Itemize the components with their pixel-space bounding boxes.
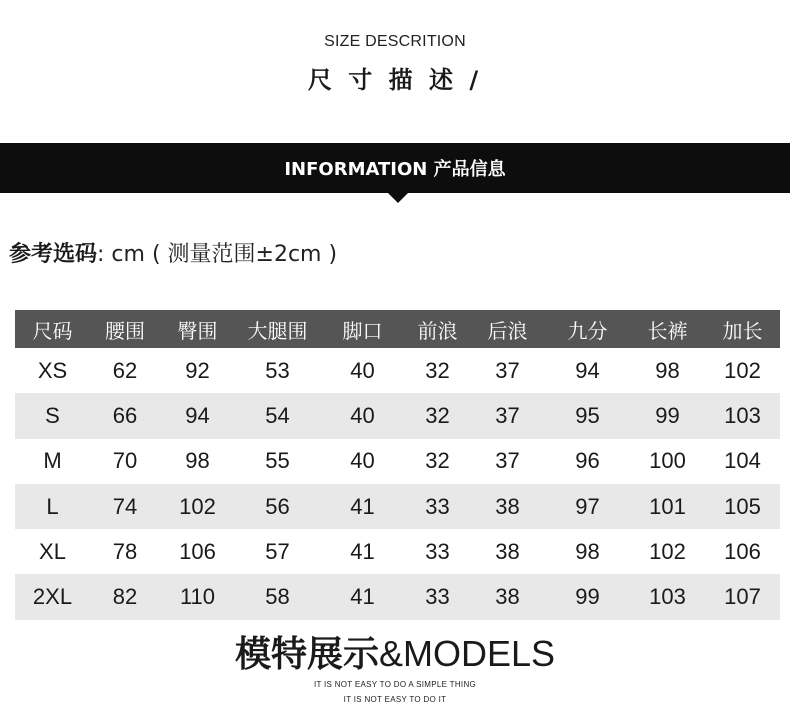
table-cell: 54 [235,393,320,438]
table-cell: XL [39,538,66,564]
header-size: 尺码 [15,310,90,348]
table-cell: 102 [649,538,686,564]
table-row [15,484,780,529]
table-cell: XS [37,357,68,383]
table-cell: 95 [545,393,630,438]
table-cell: 94 [160,393,235,438]
table-cell: 99 [545,574,630,619]
table-cell: 2XL [15,574,90,619]
table-cell: 106 [179,538,216,564]
size-table-header-row [15,310,780,348]
size-description-title-en: SIZE DESCRITION [324,33,466,50]
table-cell: 110 [160,574,235,619]
table-cell: 40 [320,393,405,438]
table-cell: 107 [705,574,780,619]
information-banner [0,143,790,193]
table-cell: 82 [90,574,160,619]
header-back-rise: 后浪 [470,310,545,348]
table-cell: 55 [265,448,290,474]
table-cell: 56 [235,484,320,529]
table-cell: 66 [90,393,160,438]
table-cell: 38 [495,538,520,564]
table-cell: 101 [630,484,705,529]
table-row [15,393,780,438]
table-row [15,348,780,393]
header-hip: 臀围 [160,310,235,348]
table-row [15,529,780,574]
models-section-title [0,626,790,677]
table-cell: 100 [649,448,686,474]
table-cell: 103 [705,393,780,438]
table-cell: 33 [425,538,450,564]
table-cell: 62 [112,357,138,383]
table-cell: 40 [350,448,375,474]
table-cell: 97 [545,484,630,529]
header-hem: 脚口 [320,310,405,348]
table-cell: 98 [185,448,210,474]
table-cell: 32 [405,393,470,438]
reference-label: 参考选码 [9,242,98,267]
table-cell: 104 [724,448,761,474]
table-cell: 33 [405,484,470,529]
table-cell: 58 [235,574,320,619]
header-extra-long: 加长 [705,310,780,348]
table-row [15,439,780,484]
header-thigh: 大腿围 [235,310,320,348]
table-cell: 106 [724,538,761,564]
table-cell: 96 [575,448,600,474]
table-cell: 33 [405,574,470,619]
reference-separator: : [97,242,105,267]
table-cell: 98 [655,357,680,383]
table-cell: 37 [495,357,520,383]
table-cell: 102 [724,357,761,383]
table-cell: 32 [425,448,450,474]
table-cell: 94 [575,357,600,383]
models-title-en: &MODELS [378,633,556,674]
table-cell: 38 [470,484,545,529]
reference-value: cm ( 测量范围±2cm ) [104,242,338,267]
table-cell: M [43,448,62,474]
table-cell: 105 [705,484,780,529]
table-cell: 41 [320,484,405,529]
header-front-rise: 前浪 [405,310,470,348]
header-long-pants: 长裤 [630,310,705,348]
tagline-secondary: IT IS NOT EASY TO DO IT [343,695,447,704]
table-cell: 103 [630,574,705,619]
reference-size-line [9,237,337,268]
table-cell: 74 [90,484,160,529]
banner-arrow-icon [388,193,408,203]
table-row [15,574,780,619]
table-cell: 38 [470,574,545,619]
table-cell: 41 [350,538,375,564]
size-table [15,310,780,620]
table-cell: L [15,484,90,529]
table-cell: 57 [265,538,290,564]
table-cell: 78 [112,538,138,564]
header-ninth-length: 九分 [545,310,630,348]
table-cell: 40 [350,357,375,383]
size-description-title-cn: 尺 寸 描 述 / [307,66,483,94]
table-cell: 70 [112,448,138,474]
table-cell: 41 [320,574,405,619]
information-banner-label: INFORMATION 产品信息 [284,159,506,180]
tagline-primary: IT IS NOT EASY TO DO A SIMPLE THING [313,680,477,689]
table-cell: 37 [495,448,520,474]
table-cell: 32 [425,357,450,383]
table-cell: 92 [185,357,210,383]
table-cell: 99 [630,393,705,438]
table-cell: 102 [160,484,235,529]
table-cell: 37 [470,393,545,438]
table-cell: 53 [265,357,290,383]
table-cell: S [15,393,90,438]
models-title-cn: 模特展示 [234,634,379,675]
header-waist: 腰围 [90,310,160,348]
table-cell: 98 [575,538,600,564]
